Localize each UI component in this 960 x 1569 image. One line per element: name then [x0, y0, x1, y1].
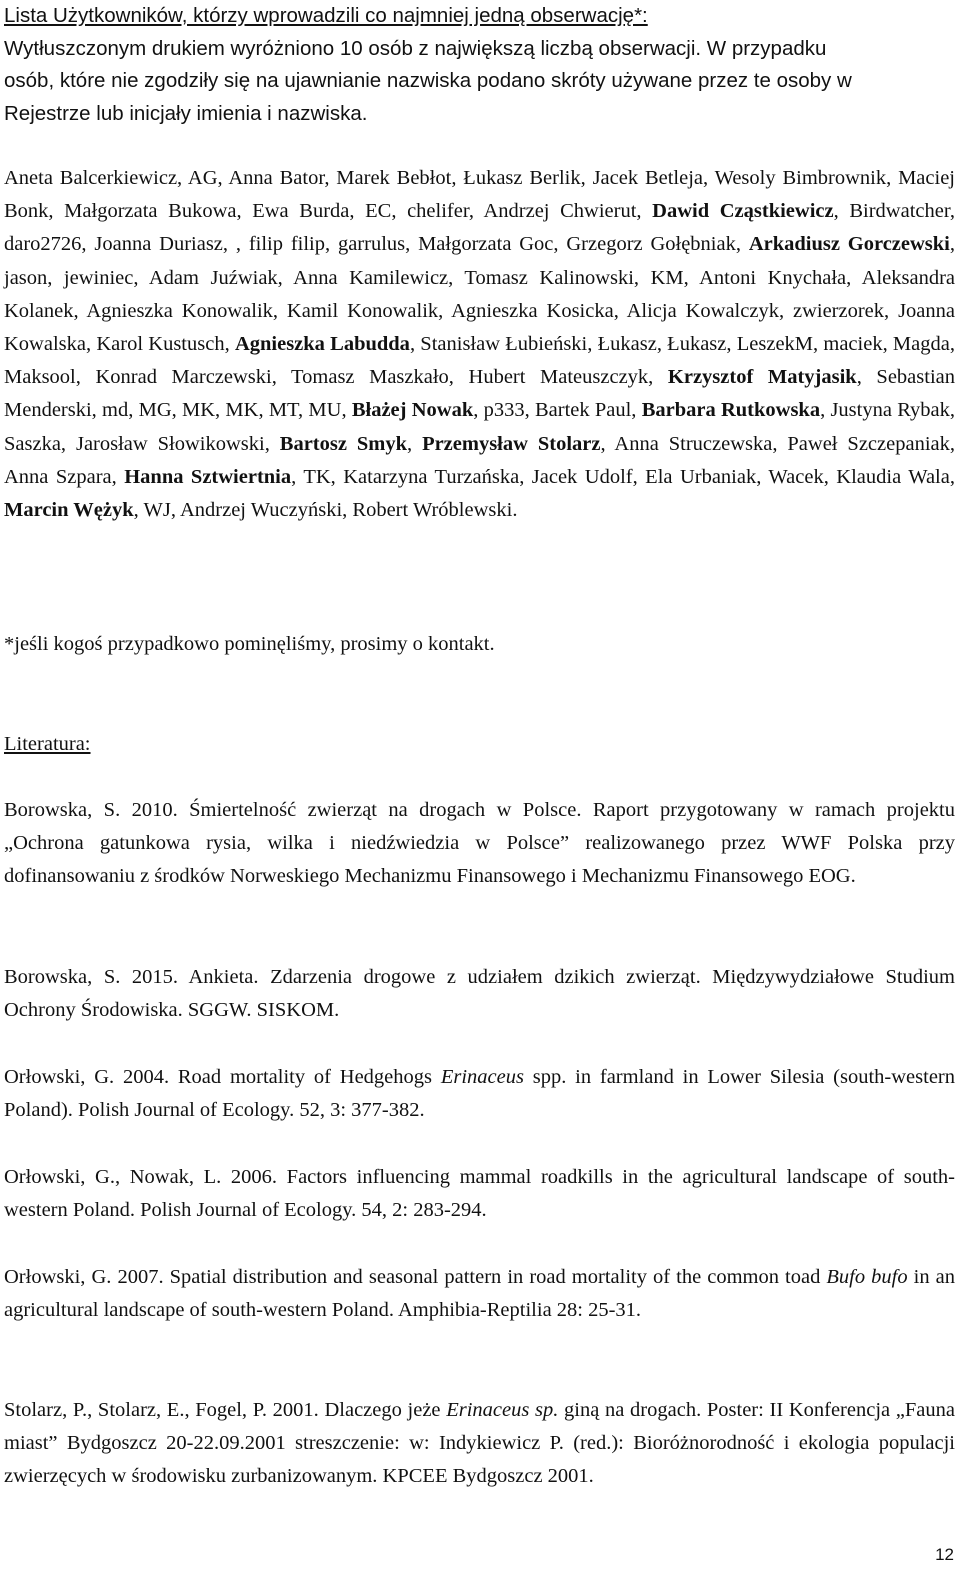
- name-segment: , TK, Katarzyna Turzańska, Jacek Udolf, Ela Urbaniak, Wacek, Klaudia Wala,: [291, 465, 955, 488]
- name-segment: , WJ, Andrzej Wuczyński, Robert Wróblewski.: [133, 499, 518, 522]
- top-contributor-name: Agnieszka Labudda: [234, 333, 410, 356]
- literature-heading: Literatura:: [4, 733, 91, 755]
- reference-text: giną na drogach. Poster: II Konferencja „Fauna miast” Bydgoszcz 20-22.09.2001 streszczenie: w: Indykiewicz P. (red.): Bioróżnorodność i ekologia populacji zwierzęcych w środowisku zurbanizowanym. KPCEE Bydgoszcz 2001.: [4, 1399, 955, 1488]
- name-segment: , p333, Bartek Paul,: [473, 399, 642, 422]
- name-segment: , Justyna Rybak, Saszka, Jarosław Słowikowski,: [4, 399, 956, 455]
- name-segment: ,: [407, 432, 423, 455]
- intro-paragraph: [4, 0, 955, 130]
- name-segment: , Sebastian Menderski, md, MG, MK, MK, MT, MU,: [4, 366, 955, 422]
- species-name: Erinaceus sp.: [446, 1399, 559, 1421]
- contributors-list: [4, 162, 955, 527]
- reference-text: Orłowski, G. 2004. Road mortality of Hedgehogs: [4, 1066, 441, 1088]
- top-contributor-name: Marcin Wężyk: [4, 499, 134, 522]
- document-page: [4, 0, 956, 1488]
- reference-entry: [4, 961, 955, 1027]
- reference-entry: [4, 1261, 955, 1327]
- name-segment: , Anna Struczewska, Paweł Szczepaniak, Anna Szpara,: [4, 432, 955, 488]
- name-segment: Aneta Balcerkiewicz, AG, Anna Bator, Marek Bebłot, Łukasz Berlik, Jacek Betleja, Wesoly Bimbrownik, Maciej Bonk, Małgorzata Bukowa, Ewa Burda, EC, chelifer, Andrzej Chwierut,: [4, 167, 955, 223]
- species-name: Bufo bufo: [826, 1266, 908, 1288]
- intro-line: Wytłuszczonym drukiem wyróżniono 10 osób z największą liczbą obserwacji. W przypadku: [4, 36, 827, 60]
- top-contributor-name: Dawid Cząstkiewicz: [652, 200, 834, 223]
- top-contributor-name: Hanna Sztwiertnia: [124, 465, 292, 488]
- reference-text: Stolarz, P., Stolarz, E., Fogel, P. 2001. Dlaczego jeże: [4, 1399, 447, 1421]
- name-segment: , jason, jewiniec, Adam Juźwiak, Anna Kamilewicz, Tomasz Kalinowski, KM, Antoni Knychała, Aleksandra Kolanek, Agnieszka Konowalik, Kamil Konowalik, Agnieszka Kosicka, Alicja Kowalczyk, zwierzorek, Joanna Kowalska, Karol Kustusch,: [4, 233, 956, 356]
- reference-entry: [4, 1061, 955, 1127]
- species-name: Erinaceus: [440, 1066, 524, 1088]
- reference-text: Borowska, S. 2015. Ankieta. Zdarzenia drogowe z udziałem dzikich zwierząt. Międzywydziałowe Studium Ochrony Środowiska. SGGW. SISKOM.: [4, 966, 955, 1022]
- reference-text: in an agricultural landscape of south-western Poland. Amphibia-Reptilia 28: 25-31.: [4, 1266, 955, 1322]
- top-contributor-name: Przemysław Stolarz: [422, 432, 601, 455]
- intro-heading: Lista Użytkowników, którzy wprowadzili co najmniej jedną obserwację*:: [4, 4, 648, 27]
- top-contributor-name: Arkadiusz Gorczewski: [748, 233, 950, 256]
- reference-entry: [4, 1394, 955, 1494]
- top-contributor-name: Błażej Nowak: [351, 399, 474, 422]
- reference-entry: [4, 1161, 955, 1227]
- reference-text: Borowska, S. 2010. Śmiertelność zwierząt na drogach w Polsce. Raport przygotowany w ramach projektu „Ochrona gatunkowa rysia, wilka i niedźwiedzia w Polsce” realizowanego przez WWF Polska przy dofinansowaniu z środków Norweskiego Mechanizmu Finansowego i Mechanizmu Finansowego EOG.: [4, 799, 955, 888]
- intro-line: Rejestrze lub inicjały imienia i nazwiska.: [4, 101, 368, 125]
- top-contributor-name: Barbara Rutkowska: [641, 399, 821, 422]
- name-segment: , Birdwatcher, daro2726, Joanna Duriasz, , filip filip, garrulus, Małgorzata Goc, Grzegorz Gołębniak,: [4, 200, 955, 256]
- reference-entry: [4, 794, 955, 894]
- reference-text: Orłowski, G., Nowak, L. 2006. Factors influencing mammal roadkills in the agricultural landscape of south-western Poland. Polish Journal of Ecology. 54, 2: 283-294.: [4, 1166, 955, 1222]
- top-contributor-name: Bartosz Smyk: [279, 432, 407, 455]
- name-segment: , Stanisław Łubieński, Łukasz, Łukasz, LeszekM, maciek, Magda, Maksool, Konrad Marczewski, Tomasz Maszkało, Hubert Mateuszczyk,: [4, 333, 955, 389]
- reference-text: spp. in farmland in Lower Silesia (south-western Poland). Polish Journal of Ecology. 52, 3: 377-382.: [4, 1066, 956, 1122]
- reference-text: Orłowski, G. 2007. Spatial distribution and seasonal pattern in road mortality of the common toad: [4, 1266, 827, 1288]
- footnote: *jeśli kogoś przypadkowo pominęliśmy, prosimy o kontakt.: [4, 633, 495, 655]
- page-number: 12: [935, 1545, 954, 1564]
- intro-line: osób, które nie zgodziły się na ujawnianie nazwiska podano skróty używane przez te osoby w: [4, 69, 852, 92]
- top-contributor-name: Krzysztof Matyjasik: [667, 366, 857, 389]
